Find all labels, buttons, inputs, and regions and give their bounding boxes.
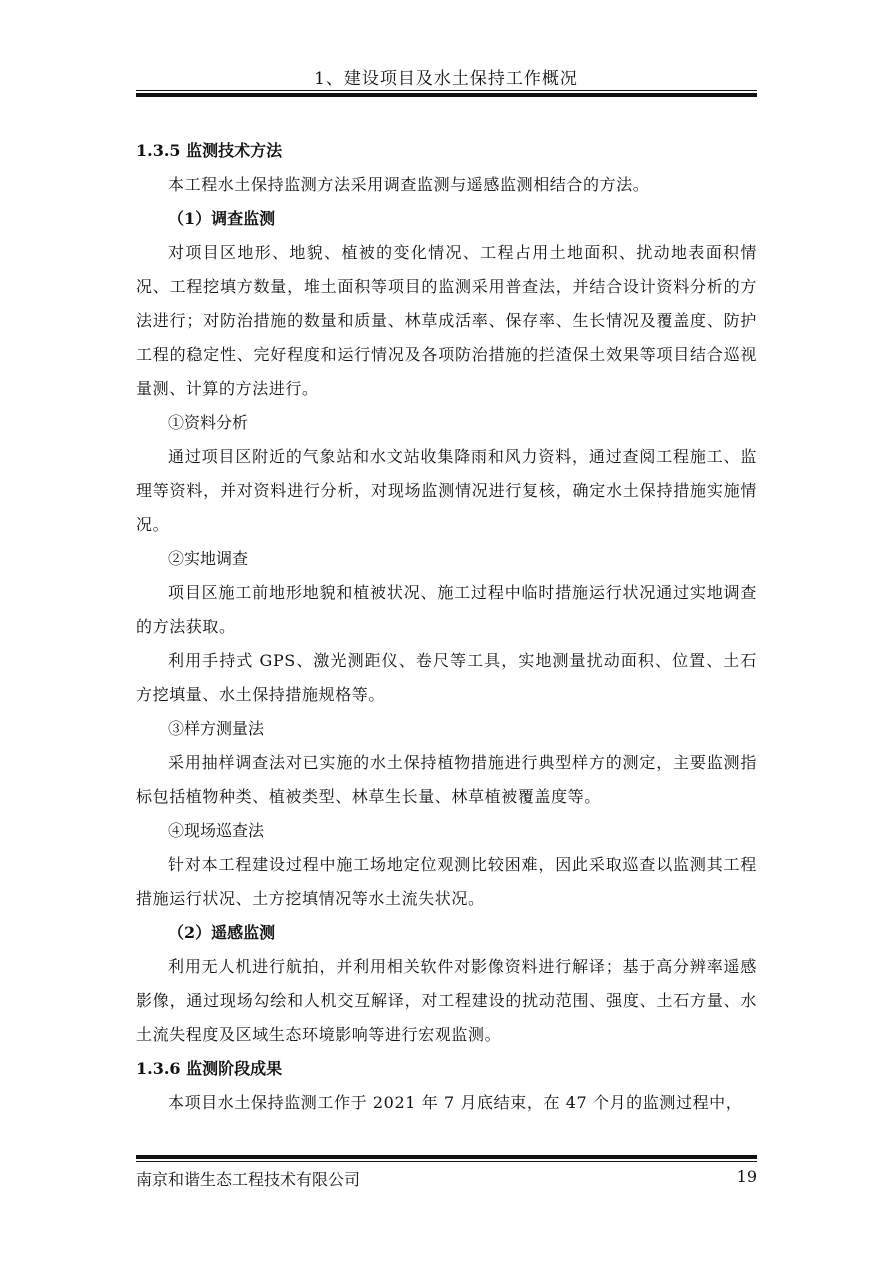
item-site-patrol: ④现场巡查法 — [168, 821, 265, 840]
footer-company: 南京和谐生态工程技术有限公司 — [136, 1170, 361, 1189]
subheading-survey-monitoring: （1）调查监测 — [168, 209, 276, 228]
paragraph-sample-plot: 采用抽样调查法对已实施的水土保持植物措施进行典型样方的测定，主要监测指标包括植物种类、植被类型、林草生长量、林草植被覆盖度等。 — [136, 753, 757, 806]
item-sample-plot: ③样方测量法 — [168, 719, 265, 738]
section-heading-1-3-6: 1.3.6 监测阶段成果 — [136, 1059, 283, 1078]
paragraph-intro: 本工程水土保持监测方法采用调查监测与遥感监测相结合的方法。 — [168, 175, 650, 194]
item-data-analysis: ①资料分析 — [168, 413, 249, 432]
page-body — [136, 134, 757, 1120]
paragraph-data-analysis: 通过项目区附近的气象站和水文站收集降雨和风力资料，通过查阅工程施工、监理等资料，并对资料进行分析，对现场监测情况进行复核，确定水土保持措施实施情况。 — [136, 447, 757, 534]
page-number: 19 — [736, 1167, 757, 1186]
paragraph-field-survey-1: 项目区施工前地形地貌和植被状况、施工过程中临时措施运行状况通过实地调查的方法获取。 — [136, 583, 757, 636]
footer-rule-thick — [136, 1155, 757, 1159]
header-rule-thick — [136, 93, 757, 97]
item-field-survey: ②实地调查 — [168, 549, 249, 568]
paragraph-field-survey-2: 利用手持式 GPS、激光测距仪、卷尺等工具，实地测量扰动面积、位置、土石方挖填量、水土保持措施规格等。 — [136, 651, 757, 704]
header-rule-thin — [136, 90, 757, 91]
section-heading-1-3-5: 1.3.5 监测技术方法 — [136, 141, 283, 160]
paragraph-remote-sensing: 利用无人机进行航拍，并利用相关软件对影像资料进行解译；基于高分辨率遥感影像，通过现场勾绘和人机交互解译，对工程建设的扰动范围、强度、土石方量、水土流失程度及区域生态环境影响等进行宏观监测。 — [136, 957, 757, 1044]
paragraph-survey-monitoring: 对项目区地形、地貌、植被的变化情况、工程占用土地面积、扰动地表面积情况、工程挖填方数量，堆土面积等项目的监测采用普查法，并结合设计资料分析的方法进行；对防治措施的数量和质量、林草成活率、保存率、生长情况及覆盖度、防护工程的稳定性、完好程度和运行情况及各项防治措施的拦渣保土效果等项目结合巡视量测、计算的方法进行。 — [136, 243, 757, 398]
running-header: 1、建设项目及水土保持工作概况 — [314, 69, 578, 89]
subheading-remote-sensing: （2）遥感监测 — [168, 923, 276, 942]
paragraph-stage-results: 本项目水土保持监测工作于 2021 年 7 月底结束，在 47 个月的监测过程中， — [168, 1093, 743, 1112]
footer-rule-thin — [136, 1161, 757, 1162]
paragraph-site-patrol: 针对本工程建设过程中施工场地定位观测比较困难，因此采取巡查以监测其工程措施运行状况、土方挖填情况等水土流失状况。 — [136, 855, 757, 908]
